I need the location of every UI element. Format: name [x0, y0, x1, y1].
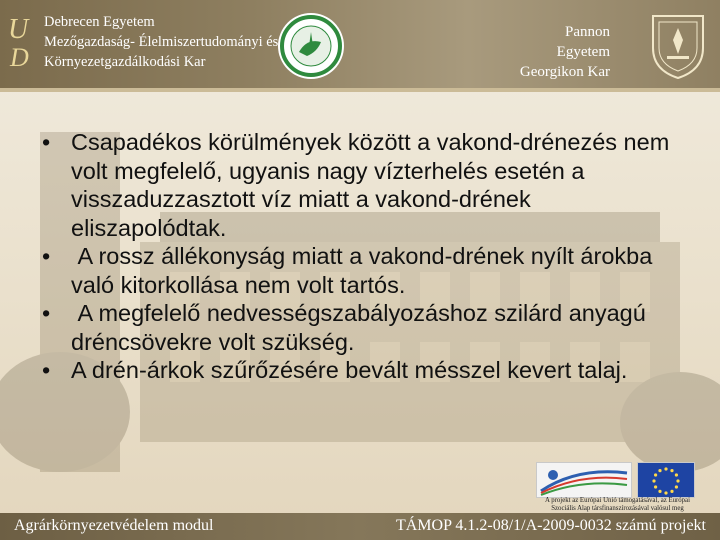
bullet-item — [42, 242, 682, 299]
header-left-line: Környezetgazdálkodási Kar — [44, 54, 206, 70]
header-band — [0, 0, 720, 88]
footer-module-name: Agrárkörnyezetvédelem modul — [14, 517, 214, 534]
bullet-marker: • — [42, 243, 51, 269]
pannon-crest-icon — [645, 10, 711, 80]
bullet-text: A drén-árkok szűrőzésére bevált mésszel kevert talaj. — [71, 357, 628, 383]
footer-project-id: TÁMOP 4.1.2-08/1/A-2009-0032 számú projekt — [395, 517, 706, 534]
bullet-marker: • — [42, 300, 51, 326]
bullet-marker: • — [42, 357, 51, 383]
bullet-marker: • — [42, 129, 51, 155]
funding-text-line: A projekt az Európai Unió támogatásával, az Európai — [545, 497, 690, 504]
svg-text:D: D — [10, 43, 29, 68]
svg-text:U: U — [8, 14, 29, 45]
bullet-text: A megfelelő nedvességszabályozáshoz szilárd anyagú dréncsövekre volt szükség. — [71, 300, 653, 355]
header-left-line: Debrecen Egyetem — [44, 14, 155, 30]
eu-flag-icon — [637, 462, 695, 498]
pannon-faculty-name — [515, 22, 610, 82]
header-left-line: Mezőgazdaság- Élelmiszertudományi és — [44, 34, 279, 50]
bullet-list — [42, 128, 682, 385]
bullet-text: A rossz állékonyság miatt a vakond-drének nyílt árokba való kitorkollása nem volt tartós. — [71, 243, 659, 298]
header-right-line: Georgikon Kar — [519, 64, 610, 80]
debrecen-faculty-name — [44, 12, 278, 72]
uj-magyarorszag-logo — [536, 462, 632, 498]
university-debrecen-logo-icon — [6, 8, 32, 68]
bullet-text: Csapadékos körülmények között a vakond-drénezés nem volt megfelelő, ugyanis nagy vízterhelés esetén a visszaduzzasztott víz miatt a vakond-drének eliszapolódtak. — [71, 129, 670, 241]
header-divider — [0, 88, 720, 92]
bullet-item — [42, 128, 682, 242]
header-right-line: Pannon Egyetem — [556, 24, 610, 60]
bullet-item — [42, 299, 682, 356]
funding-text-line: Szociális Alap társfinanszírozásával valósul meg — [551, 505, 684, 512]
faculty-seal-icon — [277, 12, 345, 80]
footer-band — [0, 513, 720, 540]
eu-funding-note — [530, 497, 705, 513]
bullet-item — [42, 356, 682, 385]
funding-logos — [536, 462, 694, 498]
